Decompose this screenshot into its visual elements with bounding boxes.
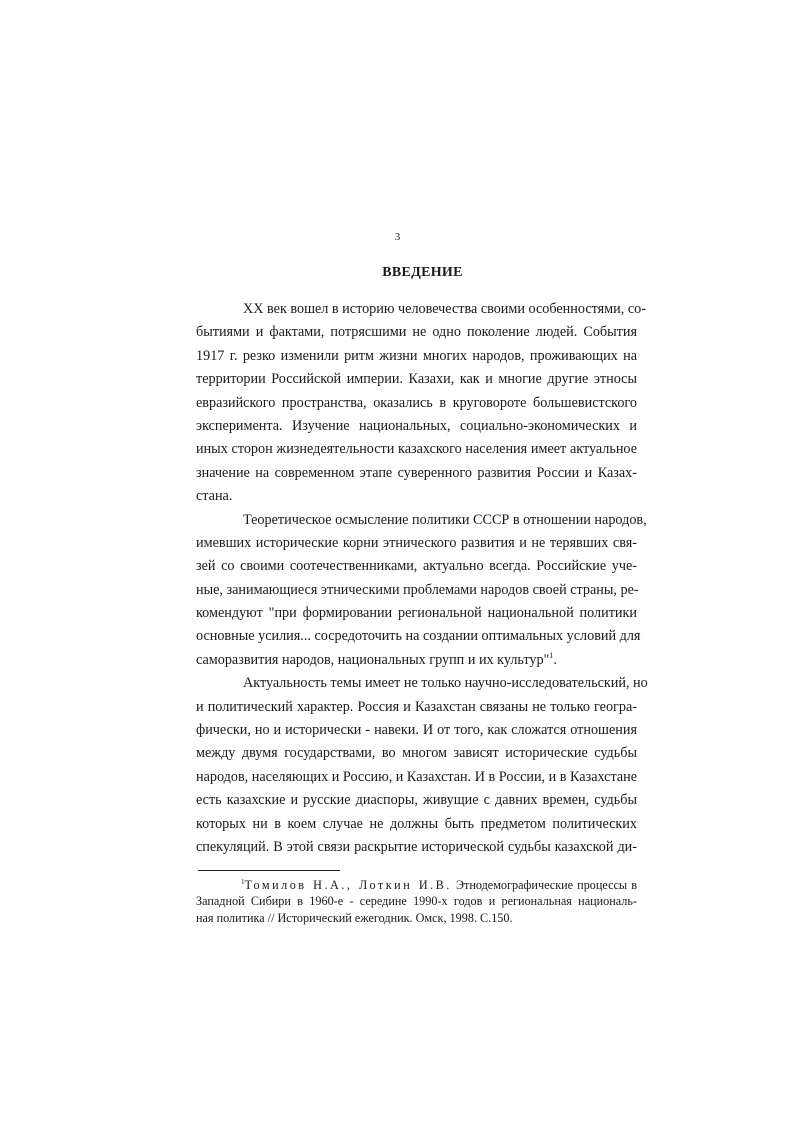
footnote-text: Этнодемографические процессы в bbox=[451, 878, 637, 892]
footnote-marker: 1 bbox=[241, 878, 245, 886]
footnote bbox=[196, 877, 637, 926]
text-line: иных сторон жизнедеятельности казахского населения имеет актуальное bbox=[196, 441, 637, 458]
text-line: комендуют "при формировании региональной национальной политики bbox=[196, 605, 637, 622]
footnote-line: Западной Сибири в 1960-е - середине 1990-х годов и региональная националь- bbox=[196, 894, 637, 909]
text-line-content: саморазвития народов, национальных групп и их культур" bbox=[196, 651, 550, 668]
text-line: евразийского пространства, оказались в круговороте большевистского bbox=[196, 394, 637, 411]
page-number: 3 bbox=[394, 231, 401, 243]
footnote-reference[interactable]: 1 bbox=[549, 650, 554, 660]
text-line: спекуляций. В этой связи раскрытие исторической судьбы казахской ди- bbox=[196, 838, 637, 855]
footnote-line bbox=[196, 877, 637, 893]
text-line: зей со своими соотечественниками, актуально всегда. Российские уче- bbox=[196, 558, 637, 575]
footnote-authors: Томилов Н.А., Лоткин И.В. bbox=[244, 878, 452, 892]
text-line: 1917 г. резко изменили ритм жизни многих народов, проживающих на bbox=[196, 347, 637, 364]
text-line: основные усилия... сосредоточить на создании оптимальных условий для bbox=[196, 628, 641, 645]
text-line: территории Российской империи. Казахи, как и многие другие этносы bbox=[196, 371, 637, 388]
footnote-line: ная политика // Исторический ежегодник. Омск, 1998. С.150. bbox=[196, 910, 513, 925]
text-line: эксперимента. Изучение национальных, социально-экономических и bbox=[196, 417, 637, 434]
text-line: Актуальность темы имеет не только научно-исследовательский, но bbox=[243, 675, 648, 692]
text-line: имевших исторические корни этнического развития и не терявших свя- bbox=[196, 534, 637, 551]
text-line: которых ни в коем случае не должны быть предметом политических bbox=[196, 815, 637, 832]
text-line: есть казахские и русские диаспоры, живущие с давних времен, судьбы bbox=[196, 792, 637, 809]
body-text bbox=[196, 298, 648, 859]
page-title: ВВЕДЕНИЕ bbox=[382, 265, 463, 280]
text-line: фически, но и исторически - навеки. И от того, как сложатся отношения bbox=[196, 722, 637, 739]
text-line: и политический характер. Россия и Казахстан связаны не только геогра- bbox=[196, 698, 637, 715]
text-line: XX век вошел в историю человечества своими особенностями, со- bbox=[243, 301, 646, 317]
text-line: стана. bbox=[196, 488, 233, 505]
text-line: между двумя государствами, во многом зависят исторические судьбы bbox=[196, 745, 637, 762]
text-line: ные, занимающиеся этническими проблемами народов своей страны, ре- bbox=[196, 581, 639, 598]
footnote-divider bbox=[198, 870, 340, 871]
text-line: Теоретическое осмысление политики СССР в отношении народов, bbox=[243, 511, 647, 528]
text-line: бытиями и фактами, потрясшими не одно поколение людей. События bbox=[196, 324, 637, 341]
text-line: народов, населяющих и Россию, и Казахстан. И в России, и в Казахстане bbox=[196, 768, 638, 785]
text-line-with-footnote bbox=[196, 649, 637, 672]
sentence-end: . bbox=[553, 651, 557, 668]
text-line: значение на современном этапе суверенного развития России и Казах- bbox=[196, 464, 637, 481]
